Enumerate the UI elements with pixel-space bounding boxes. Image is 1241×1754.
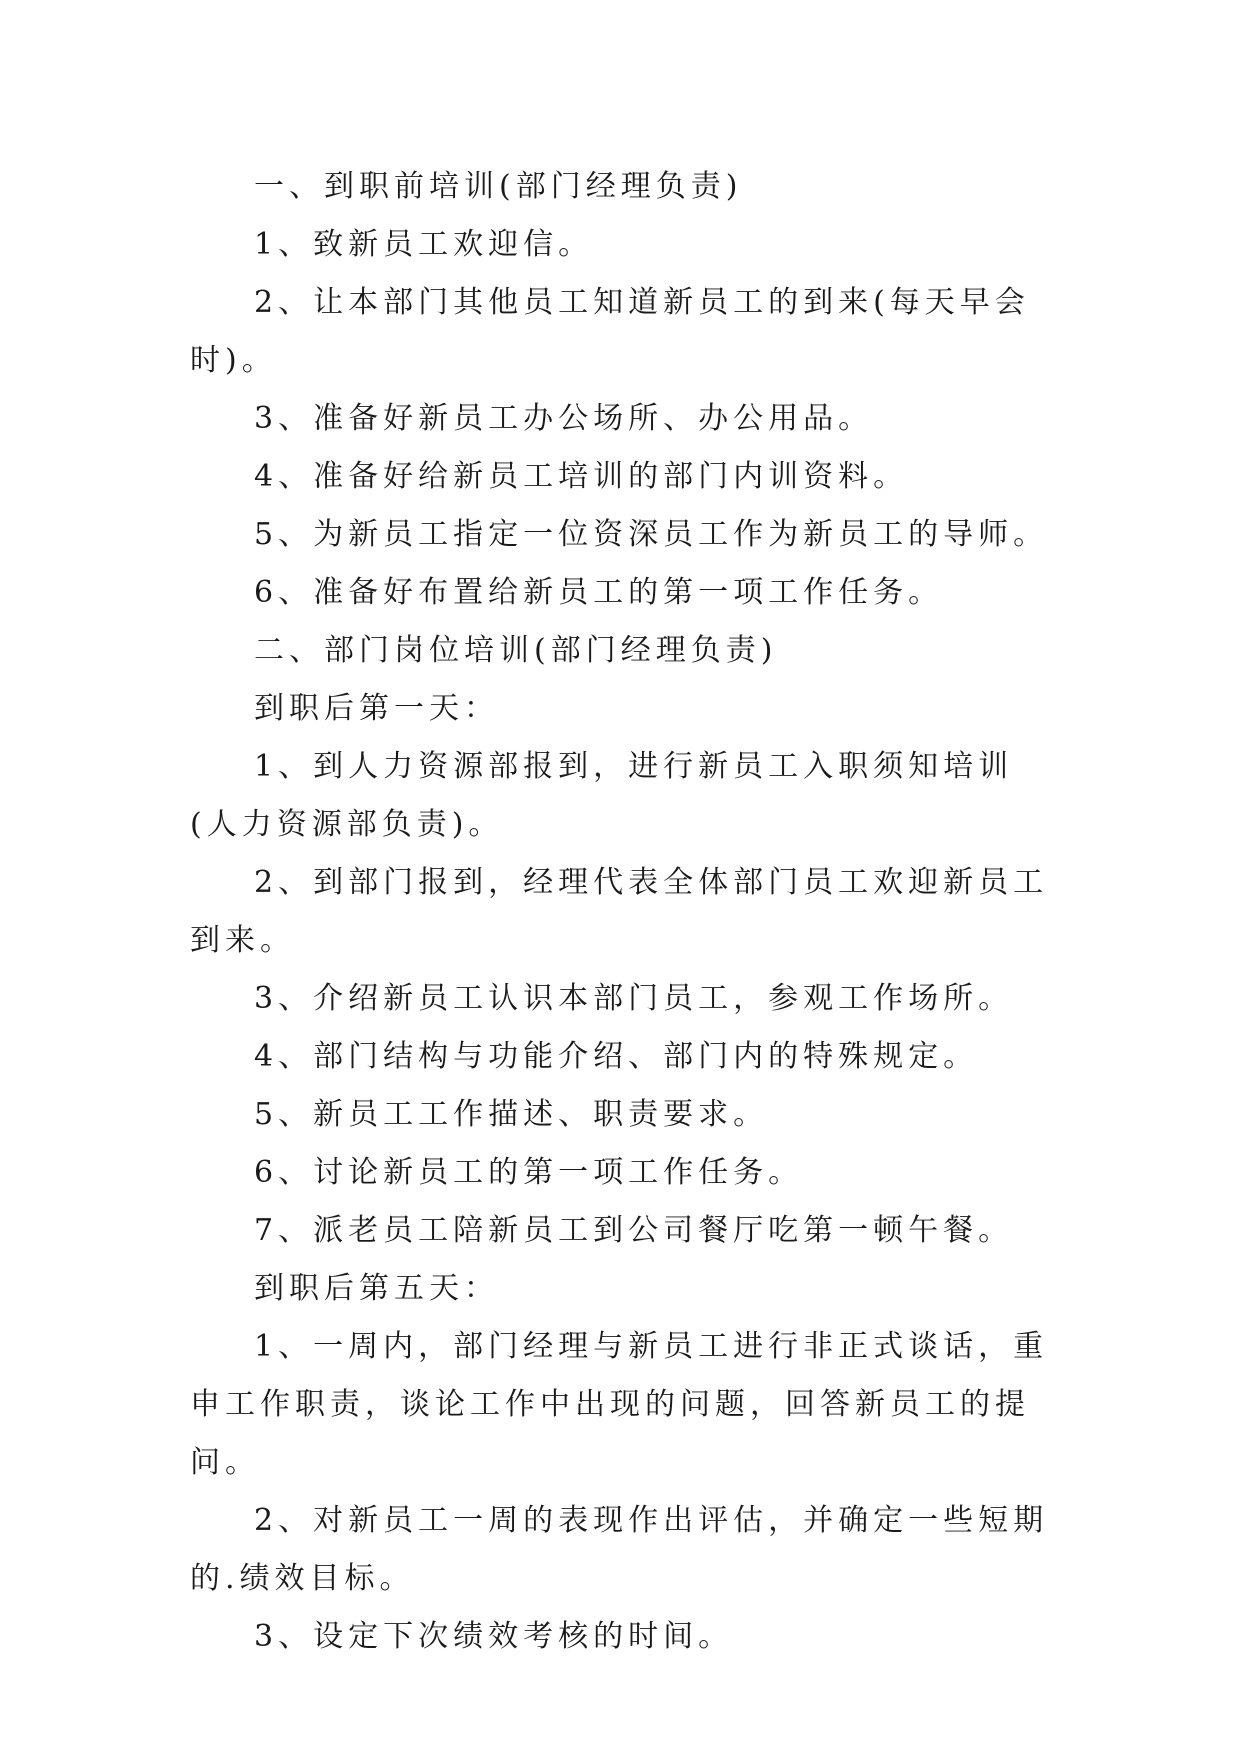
list-item: 2、让本部门其他员工知道新员工的到来(每天早会时)。 bbox=[190, 285, 1030, 378]
list-item: 5、新员工工作描述、职责要求。 bbox=[254, 1097, 769, 1132]
list-item: 1、到人力资源部报到，进行新员工入职须知培训(人力资源部负责)。 bbox=[190, 749, 1014, 842]
list-item: 2、到部门报到，经理代表全体部门员工欢迎新员工到来。 bbox=[190, 865, 1049, 958]
list-item: 3、设定下次绩效考核的时间。 bbox=[254, 1619, 734, 1654]
subheading-day-one: 到职后第一天： bbox=[254, 691, 499, 726]
list-item: 2、对新员工一周的表现作出评估，并确定一些短期的.绩效目标。 bbox=[190, 1503, 1049, 1596]
list-item: 3、准备好新员工办公场所、办公用品。 bbox=[254, 401, 874, 436]
document-body bbox=[190, 158, 1050, 1666]
list-item: 6、讨论新员工的第一项工作任务。 bbox=[254, 1155, 804, 1190]
list-item: 1、致新员工欢迎信。 bbox=[254, 227, 594, 262]
list-item: 1、一周内，部门经理与新员工进行非正式谈话，重申工作职责，谈论工作中出现的问题，回答新员工的提问。 bbox=[190, 1329, 1049, 1480]
heading-department-training: 二、部门岗位培训(部门经理负责) bbox=[254, 633, 778, 668]
list-item: 6、准备好布置给新员工的第一项工作任务。 bbox=[254, 575, 944, 610]
heading-pre-onboarding: 一、到职前培训(部门经理负责) bbox=[254, 169, 743, 204]
list-item: 5、为新员工指定一位资深员工作为新员工的导师。 bbox=[254, 517, 1049, 552]
list-item: 4、准备好给新员工培训的部门内训资料。 bbox=[254, 459, 909, 494]
list-item: 7、派老员工陪新员工到公司餐厅吃第一顿午餐。 bbox=[254, 1213, 1014, 1248]
list-item: 4、部门结构与功能介绍、部门内的特殊规定。 bbox=[254, 1039, 979, 1074]
list-item: 3、介绍新员工认识本部门员工，参观工作场所。 bbox=[254, 981, 1014, 1016]
subheading-day-five: 到职后第五天： bbox=[254, 1271, 499, 1306]
